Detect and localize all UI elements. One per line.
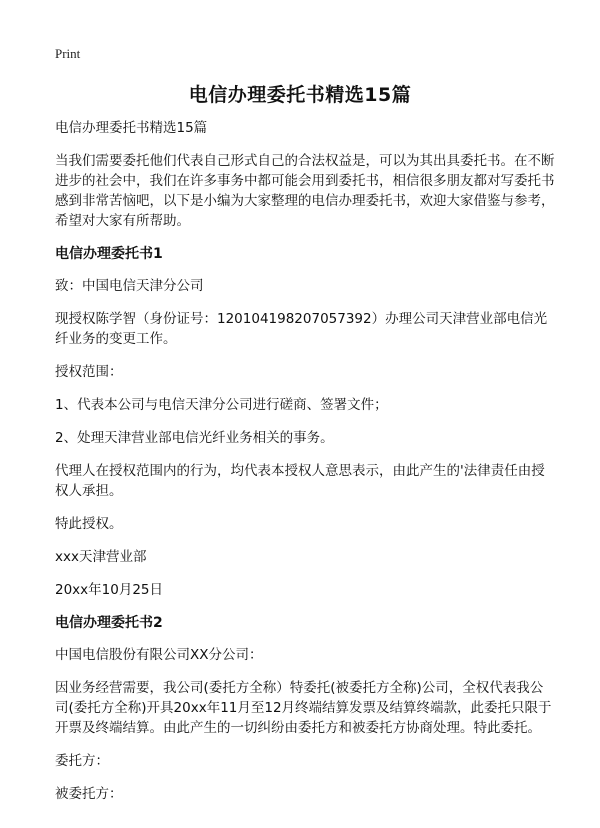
document-body (55, 118, 555, 817)
section1-item-1: 1、代表本公司与电信天津分公司进行磋商、签署文件； (55, 397, 388, 413)
section1-date: 20xx年10月25日 (55, 582, 164, 598)
section2-principal: 委托方： (55, 753, 109, 769)
intro-paragraph: 当我们需要委托他们代表自己形式自己的合法权益是，可以为其出具委托书。在不断进步的社会中，我们在许多事务中都可能会用到委托书，相信很多朋友都对写委托书感到非常苦恼吧，以下是小编为大家整理的电信办理委托书，欢迎大家借鉴与参考，希望对大家有所帮助。 (55, 153, 555, 229)
section2-recipient: 中国电信股份有限公司XX分公司： (55, 647, 263, 663)
section1-scope-label: 授权范围： (55, 364, 123, 380)
section1-recipient: 致：中国电信天津分公司 (55, 278, 204, 294)
section-heading-2: 电信办理委托书2 (55, 615, 163, 631)
document-subtitle: 电信办理委托书精选15篇 (55, 120, 208, 136)
section1-body: 现授权陈学智（身份证号：120104198207057392）办理公司天津营业部电信光纤业务的变更工作。 (55, 311, 548, 347)
section2-body: 因业务经营需要，我公司(委托方全称）特委托(被委托方全称)公司，全权代表我公司(委托方全称)开具20xx年11月至12月终端结算发票及结算终端款，此委托只限于开票及终端结算。由此产生的一切纠纷由委托方和被委托方协商处理。特此委托。 (55, 680, 552, 736)
section2-agent: 被委托方： (55, 786, 123, 802)
section1-item-2: 2、处理天津营业部电信光纤业务相关的事务。 (55, 430, 334, 446)
section1-liability: 代理人在授权范围内的行为，均代表本授权人意思表示，由此产生的'法律责任由授权人承担。 (55, 463, 545, 499)
document-title: 电信办理委托书精选15篇 (188, 84, 412, 106)
section-heading-1: 电信办理委托书1 (55, 246, 163, 262)
section1-signer: xxx天津营业部 (55, 549, 147, 565)
print-label: Print (55, 46, 81, 61)
section1-closing: 特此授权。 (55, 516, 123, 532)
